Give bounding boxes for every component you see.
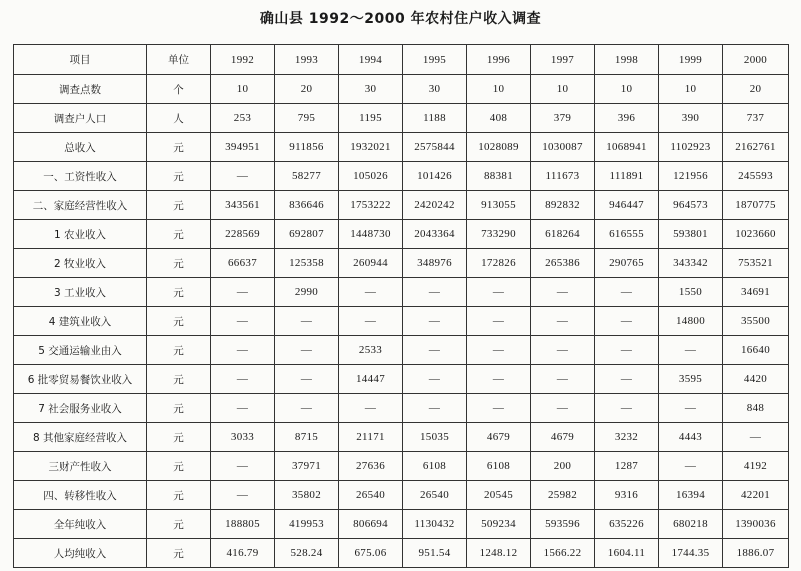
- table-cell: —: [531, 278, 595, 307]
- table-cell: 675.06: [339, 539, 403, 568]
- header-year: 1992: [211, 45, 275, 75]
- table-cell: 20545: [467, 481, 531, 510]
- table-cell: 188805: [211, 510, 275, 539]
- table-title: 确山县 1992～2000 年农村住户收入调查: [259, 11, 542, 27]
- table-row: [14, 104, 789, 133]
- header-item: 项目: [14, 45, 147, 75]
- table-cell: 200: [531, 452, 595, 481]
- table-cell: —: [403, 278, 467, 307]
- table-cell: —: [467, 336, 531, 365]
- row-label: 三财产性收入: [14, 452, 147, 481]
- table-cell: 528.24: [275, 539, 339, 568]
- table-cell: 618264: [531, 220, 595, 249]
- table-cell: —: [467, 394, 531, 423]
- row-unit: 元: [147, 394, 211, 423]
- table-row: [14, 220, 789, 249]
- table-cell: 10: [531, 75, 595, 104]
- table-cell: 125358: [275, 249, 339, 278]
- table-cell: 343561: [211, 191, 275, 220]
- row-label: 1 农业收入: [14, 220, 147, 249]
- income-table: [13, 44, 789, 568]
- table-cell: 806694: [339, 510, 403, 539]
- row-unit: 元: [147, 423, 211, 452]
- table-cell: 692807: [275, 220, 339, 249]
- row-unit: 元: [147, 191, 211, 220]
- table-cell: 419953: [275, 510, 339, 539]
- table-cell: —: [659, 452, 723, 481]
- row-unit: 元: [147, 307, 211, 336]
- row-unit: 人: [147, 104, 211, 133]
- table-cell: 1448730: [339, 220, 403, 249]
- table-cell: 1248.12: [467, 539, 531, 568]
- table-cell: —: [211, 162, 275, 191]
- row-unit: 元: [147, 220, 211, 249]
- table-cell: 8715: [275, 423, 339, 452]
- row-unit: 元: [147, 133, 211, 162]
- table-cell: 1068941: [595, 133, 659, 162]
- table-cell: 58277: [275, 162, 339, 191]
- table-cell: —: [211, 307, 275, 336]
- table-cell: 4679: [531, 423, 595, 452]
- table-cell: 913055: [467, 191, 531, 220]
- table-cell: —: [595, 365, 659, 394]
- table-cell: —: [339, 394, 403, 423]
- table-cell: 1028089: [467, 133, 531, 162]
- table-row: [14, 510, 789, 539]
- table-cell: —: [595, 307, 659, 336]
- row-unit: 元: [147, 539, 211, 568]
- row-label: 7 社会服务业收入: [14, 394, 147, 423]
- table-row: [14, 191, 789, 220]
- table-cell: 21171: [339, 423, 403, 452]
- table-cell: 10: [595, 75, 659, 104]
- row-unit: 元: [147, 481, 211, 510]
- table-cell: 4679: [467, 423, 531, 452]
- table-cell: 616555: [595, 220, 659, 249]
- table-cell: 26540: [339, 481, 403, 510]
- table-cell: 6108: [403, 452, 467, 481]
- table-cell: 14447: [339, 365, 403, 394]
- table-cell: 88381: [467, 162, 531, 191]
- table-cell: 1932021: [339, 133, 403, 162]
- table-cell: 121956: [659, 162, 723, 191]
- table-cell: 9316: [595, 481, 659, 510]
- table-cell: 3033: [211, 423, 275, 452]
- table-cell: 379: [531, 104, 595, 133]
- table-cell: 1753222: [339, 191, 403, 220]
- row-unit: 元: [147, 249, 211, 278]
- table-cell: —: [595, 278, 659, 307]
- row-unit: 元: [147, 278, 211, 307]
- table-cell: 37971: [275, 452, 339, 481]
- row-unit: 元: [147, 452, 211, 481]
- header-year: 1998: [595, 45, 659, 75]
- table-cell: —: [403, 336, 467, 365]
- row-label: 3 工业收入: [14, 278, 147, 307]
- table-row: [14, 336, 789, 365]
- header-year: 2000: [723, 45, 789, 75]
- table-cell: 42201: [723, 481, 789, 510]
- table-cell: 593801: [659, 220, 723, 249]
- table-cell: 1390036: [723, 510, 789, 539]
- table-cell: 2575844: [403, 133, 467, 162]
- table-cell: 1566.22: [531, 539, 595, 568]
- table-cell: —: [467, 278, 531, 307]
- table-cell: 946447: [595, 191, 659, 220]
- table-cell: 416.79: [211, 539, 275, 568]
- header-row: [14, 45, 789, 75]
- table-cell: 10: [211, 75, 275, 104]
- table-cell: 101426: [403, 162, 467, 191]
- table-cell: —: [275, 307, 339, 336]
- table-cell: 15035: [403, 423, 467, 452]
- table-cell: 10: [467, 75, 531, 104]
- table-cell: 3595: [659, 365, 723, 394]
- table-cell: 30: [339, 75, 403, 104]
- table-row: [14, 423, 789, 452]
- table-cell: 2533: [339, 336, 403, 365]
- table-cell: —: [403, 394, 467, 423]
- header-year: 1999: [659, 45, 723, 75]
- table-cell: 2990: [275, 278, 339, 307]
- table-cell: 1023660: [723, 220, 789, 249]
- table-cell: 20: [275, 75, 339, 104]
- table-cell: 35500: [723, 307, 789, 336]
- table-cell: 680218: [659, 510, 723, 539]
- row-label: 全年纯收入: [14, 510, 147, 539]
- table-cell: —: [211, 452, 275, 481]
- table-cell: 35802: [275, 481, 339, 510]
- table-cell: 27636: [339, 452, 403, 481]
- table-cell: —: [659, 394, 723, 423]
- row-label: 8 其他家庭经营收入: [14, 423, 147, 452]
- table-cell: 2420242: [403, 191, 467, 220]
- table-row: [14, 162, 789, 191]
- table-cell: —: [339, 307, 403, 336]
- table-cell: —: [723, 423, 789, 452]
- header-year: 1995: [403, 45, 467, 75]
- table-cell: 1102923: [659, 133, 723, 162]
- table-cell: 733290: [467, 220, 531, 249]
- table-cell: 795: [275, 104, 339, 133]
- table-cell: 892832: [531, 191, 595, 220]
- table-cell: 1604.11: [595, 539, 659, 568]
- table-cell: 253: [211, 104, 275, 133]
- table-row: [14, 133, 789, 162]
- row-label: 四、转移性收入: [14, 481, 147, 510]
- table-cell: 16640: [723, 336, 789, 365]
- row-label: 4 建筑业收入: [14, 307, 147, 336]
- table-cell: 228569: [211, 220, 275, 249]
- table-cell: —: [531, 307, 595, 336]
- table-cell: 4420: [723, 365, 789, 394]
- table-cell: —: [595, 336, 659, 365]
- table-cell: —: [211, 278, 275, 307]
- table-cell: 4192: [723, 452, 789, 481]
- table-cell: —: [211, 336, 275, 365]
- table-row: [14, 539, 789, 568]
- table-cell: 2043364: [403, 220, 467, 249]
- row-unit: 元: [147, 365, 211, 394]
- table-cell: 260944: [339, 249, 403, 278]
- table-cell: —: [467, 365, 531, 394]
- table-cell: 34691: [723, 278, 789, 307]
- table-cell: —: [339, 278, 403, 307]
- table-cell: 26540: [403, 481, 467, 510]
- table-row: [14, 75, 789, 104]
- table-cell: 111673: [531, 162, 595, 191]
- table-cell: —: [467, 307, 531, 336]
- table-row: [14, 394, 789, 423]
- table-cell: 111891: [595, 162, 659, 191]
- table-cell: 1287: [595, 452, 659, 481]
- table-cell: 3232: [595, 423, 659, 452]
- table-cell: 348976: [403, 249, 467, 278]
- table-cell: 14800: [659, 307, 723, 336]
- table-cell: —: [531, 365, 595, 394]
- table-row: [14, 278, 789, 307]
- table-cell: 390: [659, 104, 723, 133]
- table-cell: 265386: [531, 249, 595, 278]
- table-cell: —: [659, 336, 723, 365]
- row-label: 6 批零贸易餐饮业收入: [14, 365, 147, 394]
- table-cell: 848: [723, 394, 789, 423]
- row-label: 5 交通运输业由入: [14, 336, 147, 365]
- header-year: 1993: [275, 45, 339, 75]
- table-cell: 20: [723, 75, 789, 104]
- table-cell: 911856: [275, 133, 339, 162]
- table-cell: —: [211, 365, 275, 394]
- table-cell: 16394: [659, 481, 723, 510]
- table-cell: 2162761: [723, 133, 789, 162]
- table-cell: 1188: [403, 104, 467, 133]
- table-cell: 836646: [275, 191, 339, 220]
- table-cell: 105026: [339, 162, 403, 191]
- table-cell: 30: [403, 75, 467, 104]
- table-cell: 509234: [467, 510, 531, 539]
- table-cell: 396: [595, 104, 659, 133]
- table-cell: —: [211, 394, 275, 423]
- table-cell: 1550: [659, 278, 723, 307]
- table-cell: 1195: [339, 104, 403, 133]
- header-unit: 单位: [147, 45, 211, 75]
- row-unit: 元: [147, 162, 211, 191]
- table-cell: —: [211, 481, 275, 510]
- row-label: 二、家庭经营性收入: [14, 191, 147, 220]
- table-cell: 753521: [723, 249, 789, 278]
- row-label: 2 牧业收入: [14, 249, 147, 278]
- row-label: 调查点数: [14, 75, 147, 104]
- table-cell: 6108: [467, 452, 531, 481]
- table-cell: —: [531, 336, 595, 365]
- table-cell: —: [531, 394, 595, 423]
- table-cell: —: [403, 307, 467, 336]
- table-cell: 394951: [211, 133, 275, 162]
- table-cell: 635226: [595, 510, 659, 539]
- table-row: [14, 249, 789, 278]
- row-label: 一、工资性收入: [14, 162, 147, 191]
- table-cell: 1130432: [403, 510, 467, 539]
- row-unit: 个: [147, 75, 211, 104]
- row-label: 人均纯收入: [14, 539, 147, 568]
- table-cell: —: [275, 394, 339, 423]
- row-label: 调查户人口: [14, 104, 147, 133]
- table-cell: 10: [659, 75, 723, 104]
- row-unit: 元: [147, 510, 211, 539]
- row-label: 总收入: [14, 133, 147, 162]
- table-cell: 593596: [531, 510, 595, 539]
- table-cell: 1886.07: [723, 539, 789, 568]
- table-row: [14, 365, 789, 394]
- table-row: [14, 307, 789, 336]
- table-cell: 172826: [467, 249, 531, 278]
- table-cell: 737: [723, 104, 789, 133]
- table-cell: —: [595, 394, 659, 423]
- table-cell: 66637: [211, 249, 275, 278]
- table-cell: 1744.35: [659, 539, 723, 568]
- table-cell: 1870775: [723, 191, 789, 220]
- header-year: 1997: [531, 45, 595, 75]
- table-row: [14, 452, 789, 481]
- table-cell: 343342: [659, 249, 723, 278]
- table-cell: —: [275, 365, 339, 394]
- table-cell: 951.54: [403, 539, 467, 568]
- table-cell: 25982: [531, 481, 595, 510]
- table-cell: 408: [467, 104, 531, 133]
- header-year: 1996: [467, 45, 531, 75]
- table-row: [14, 481, 789, 510]
- table-cell: —: [403, 365, 467, 394]
- table-cell: —: [275, 336, 339, 365]
- table-cell: 1030087: [531, 133, 595, 162]
- row-unit: 元: [147, 336, 211, 365]
- table-cell: 964573: [659, 191, 723, 220]
- table-cell: 290765: [595, 249, 659, 278]
- table-cell: 245593: [723, 162, 789, 191]
- header-year: 1994: [339, 45, 403, 75]
- table-cell: 4443: [659, 423, 723, 452]
